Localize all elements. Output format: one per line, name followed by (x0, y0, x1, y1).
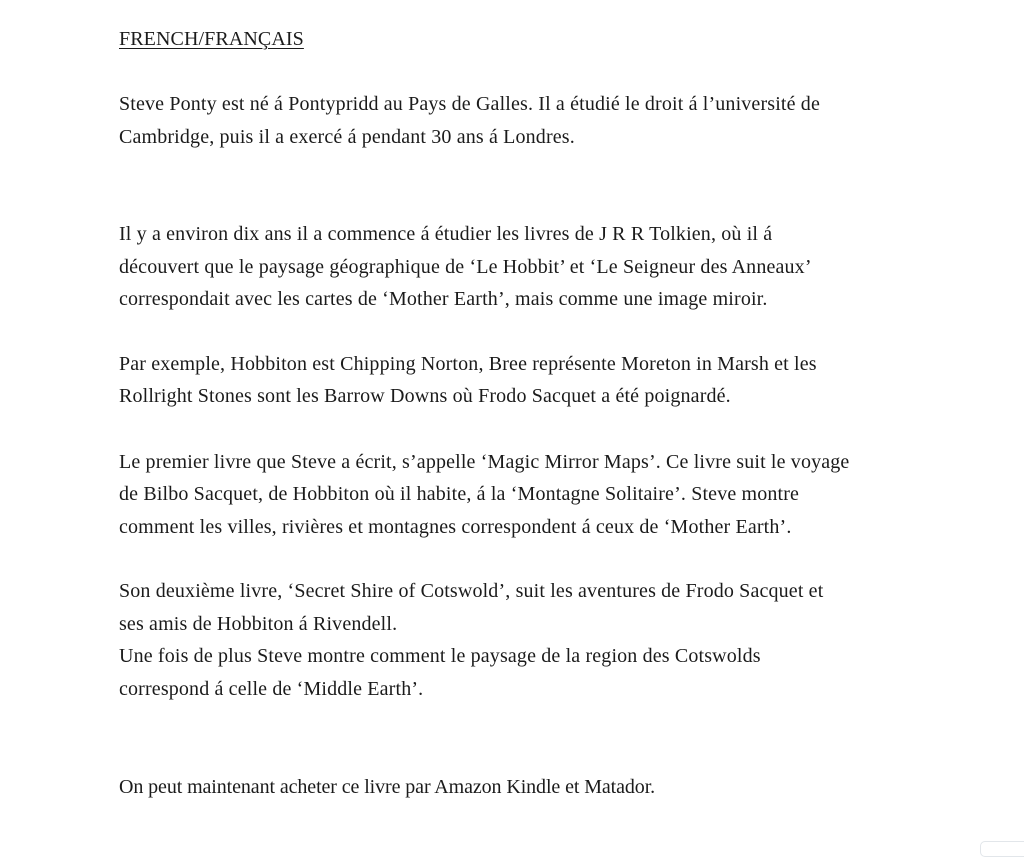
paragraph-tolkien-discovery (119, 218, 919, 316)
text-line: ses amis de Hobbiton á Rivendell. (119, 612, 398, 635)
document-heading: FRENCH/FRANÇAIS (119, 28, 304, 50)
text-line: Il y a environ dix ans il a commence á étudier les livres de J R R Tolkien, où il á (119, 223, 773, 245)
text-line: de Bilbo Sacquet, de Hobbiton où il habite, á la ‘Montagne Solitaire’. Steve montre (119, 483, 800, 505)
text-line: Une fois de plus Steve montre comment le paysage de la region des Cotswolds (119, 645, 761, 667)
text-line: découvert que le paysage géographique de ‘Le Hobbit’ et ‘Le Seigneur des Anneaux’ (119, 255, 812, 278)
text-line: Par exemple, Hobbiton est Chipping Norton, Bree représente Moreton in Marsh et les (119, 352, 817, 375)
text-line: Steve Ponty est né á Pontypridd au Pays de Galles. Il a étudié le droit á l’université de (119, 93, 820, 115)
text-line: Le premier livre que Steve a écrit, s’appelle ‘Magic Mirror Maps’. Ce livre suit le voyage (119, 450, 850, 473)
paragraph-purchase-info: On peut maintenant acheter ce livre par Amazon Kindle et Matador. (119, 776, 656, 798)
corner-widget[interactable] (980, 841, 1024, 857)
paragraph-examples (119, 348, 919, 413)
document-page (119, 24, 919, 803)
text-line: comment les villes, rivières et montagnes correspondent á ceux de ‘Mother Earth’. (119, 515, 792, 538)
text-line: Cambridge, puis il a exercé á pendant 30 ans á Londres. (119, 125, 575, 148)
paragraph-second-book (119, 575, 919, 705)
text-line: Rollright Stones sont les Barrow Downs où Frodo Sacquet a été poignardé. (119, 385, 731, 407)
text-line: correspond á celle de ‘Middle Earth’. (119, 677, 424, 700)
paragraph-first-book (119, 446, 919, 544)
text-line: correspondait avec les cartes de ‘Mother Earth’, mais comme une image miroir. (119, 288, 768, 310)
paragraph-biography (119, 88, 919, 153)
text-line: Son deuxième livre, ‘Secret Shire of Cotswold’, suit les aventures de Frodo Sacquet et (119, 580, 824, 602)
